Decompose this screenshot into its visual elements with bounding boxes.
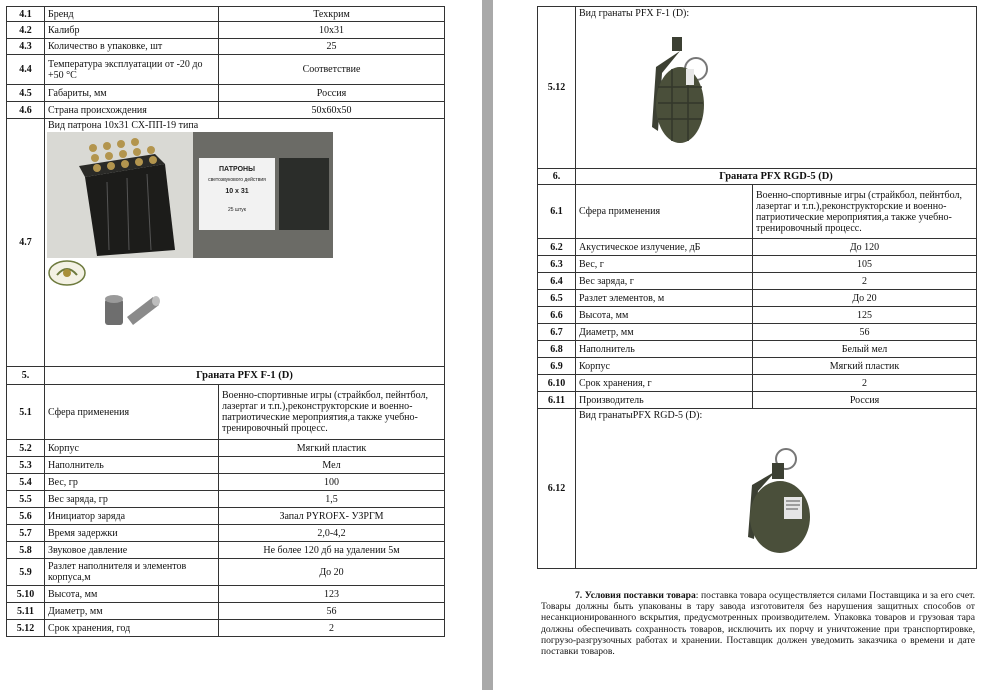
- row-number: 6.9: [538, 358, 576, 375]
- row-label: Габариты, мм: [45, 85, 219, 102]
- row-label: Страна происхождения: [45, 102, 219, 119]
- table-row: [538, 392, 977, 409]
- row-value: 2: [753, 273, 977, 290]
- row-number: 6.1: [538, 185, 576, 239]
- row-value: До 120: [753, 239, 977, 256]
- row-label: Вес, гр: [45, 474, 219, 491]
- row-label: Производитель: [576, 392, 753, 409]
- table-row: [7, 7, 445, 22]
- row-number: 5.4: [7, 474, 45, 491]
- row-label: Время задержки: [45, 525, 219, 542]
- row-number: 5.2: [7, 440, 45, 457]
- box-title: ПАТРОНЫ: [219, 166, 255, 173]
- table-row: [7, 55, 445, 85]
- table-row: [7, 385, 445, 440]
- row-number: 6.8: [538, 341, 576, 358]
- box-small: 25 штук: [228, 207, 246, 213]
- row-number: 5.11: [7, 603, 45, 620]
- row-label: Срок хранения, год: [45, 620, 219, 637]
- row-value: Мел: [219, 457, 445, 474]
- image-caption: Вид гранаты PFX F-1 (D):: [579, 8, 690, 19]
- row-number: 6.4: [538, 273, 576, 290]
- f1-image-cell: [576, 7, 977, 169]
- row-label: Вес заряда, г: [576, 273, 753, 290]
- row-label: Вес, г: [576, 256, 753, 273]
- table-row: [538, 239, 977, 256]
- row-value: До 20: [219, 559, 445, 586]
- row-label: Звуковое давление: [45, 542, 219, 559]
- row-label: Акустическое излучение, дБ: [576, 239, 753, 256]
- row-label: Наполнитель: [45, 457, 219, 474]
- row-label: Корпус: [45, 440, 219, 457]
- row-value: 2: [753, 375, 977, 392]
- table-row: [7, 559, 445, 586]
- paragraph-heading: 7. Условия поставки товара: [575, 590, 696, 601]
- row-value: Техкрим: [219, 7, 445, 22]
- row-value: 50х60х50: [219, 102, 445, 119]
- row-number: 5.8: [7, 542, 45, 559]
- row-number: 5.10: [7, 586, 45, 603]
- section-title: Граната PFX RGD-5 (D): [576, 169, 977, 185]
- row-value: Белый мел: [753, 341, 977, 358]
- row-label: Разлет элементов, м: [576, 290, 753, 307]
- row-value: 123: [219, 586, 445, 603]
- row-value: До 20: [753, 290, 977, 307]
- row-number: 6.3: [538, 256, 576, 273]
- section-row: [7, 367, 445, 385]
- f1-grenade-photo: [646, 27, 716, 157]
- row-label: Диаметр, мм: [45, 603, 219, 620]
- row-value: 25: [219, 39, 445, 55]
- table-row: [538, 324, 977, 341]
- row-value: Запал PYROFX- УЗРГМ: [219, 508, 445, 525]
- row-number: 5.12: [538, 7, 576, 169]
- row-number: 6.11: [538, 392, 576, 409]
- row-label: Наполнитель: [576, 341, 753, 358]
- row-value: Мягкий пластик: [219, 440, 445, 457]
- row-number: 6.12: [538, 409, 576, 569]
- row-label: Калибр: [45, 22, 219, 39]
- row-label: Разлет наполнителя и элементов корпуса,м: [45, 559, 219, 586]
- table-row: [538, 358, 977, 375]
- row-number: 4.6: [7, 102, 45, 119]
- right-spec-table: [537, 6, 977, 569]
- section-title: Граната PFX F-1 (D): [45, 367, 445, 385]
- row-label: Инициатор заряда: [45, 508, 219, 525]
- table-row: [538, 375, 977, 392]
- table-row: [538, 409, 977, 569]
- table-row: [7, 119, 445, 367]
- row-label: Количество в упаковке, шт: [45, 39, 219, 55]
- row-value: 56: [753, 324, 977, 341]
- left-spec-table: [6, 6, 445, 637]
- row-number: 4.3: [7, 39, 45, 55]
- table-row: [7, 457, 445, 474]
- table-row: [7, 39, 445, 55]
- row-label: Корпус: [576, 358, 753, 375]
- table-row: [7, 102, 445, 119]
- row-label: Диаметр, мм: [576, 324, 753, 341]
- row-number: 5.3: [7, 457, 45, 474]
- row-value: Россия: [753, 392, 977, 409]
- row-value: 10x31: [219, 22, 445, 39]
- table-row: [538, 341, 977, 358]
- table-row: [538, 7, 977, 169]
- row-number: 5.1: [7, 385, 45, 440]
- rgd5-grenade-photo: [736, 441, 816, 561]
- table-row: [7, 525, 445, 542]
- row-value: Россия: [219, 85, 445, 102]
- row-value: 100: [219, 474, 445, 491]
- row-number: 5.9: [7, 559, 45, 586]
- image-caption: Вид патрона 10х31 СХ-ПП-19 типа: [48, 120, 199, 131]
- row-number: 6.10: [538, 375, 576, 392]
- table-row: [538, 256, 977, 273]
- table-row: [7, 491, 445, 508]
- row-number: 6.7: [538, 324, 576, 341]
- row-label: Вес заряда, гр: [45, 491, 219, 508]
- row-value: Военно-спортивные игры (страйкбол, пейнтбол, лазертаг и т.п.),реконструкторские и военно-патриотические мероприятия,а также учебно-тренировочный процесс.: [753, 185, 977, 239]
- row-number: 5.5: [7, 491, 45, 508]
- section-row: [538, 169, 977, 185]
- row-number: 4.5: [7, 85, 45, 102]
- table-row: [7, 85, 445, 102]
- row-number: 4.2: [7, 22, 45, 39]
- table-row: [538, 273, 977, 290]
- cartridge-pair-photo: [101, 287, 161, 333]
- row-label: Высота, мм: [45, 586, 219, 603]
- row-label: Срок хранения, г: [576, 375, 753, 392]
- cartridge-box-photo: [193, 132, 333, 258]
- row-number: 4.7: [7, 119, 45, 367]
- row-value: 125: [753, 307, 977, 324]
- table-row: [7, 508, 445, 525]
- row-number: 5.12: [7, 620, 45, 637]
- table-row: [7, 620, 445, 637]
- row-number: 5.6: [7, 508, 45, 525]
- table-row: [7, 22, 445, 39]
- row-value: Мягкий пластик: [753, 358, 977, 375]
- rgd5-image-cell: [576, 409, 977, 569]
- row-value: 105: [753, 256, 977, 273]
- row-value: 56: [219, 603, 445, 620]
- table-row: [538, 307, 977, 324]
- row-label: Температура эксплуатации от -20 до +50 °С: [45, 55, 219, 85]
- image-caption: Вид гранатыPFX RGD-5 (D):: [579, 410, 703, 421]
- row-value: Не более 120 дб на удалении 5м: [219, 542, 445, 559]
- row-value: 1,5: [219, 491, 445, 508]
- table-row: [7, 586, 445, 603]
- row-number: 6.6: [538, 307, 576, 324]
- row-label: Высота, мм: [576, 307, 753, 324]
- box-caliber: 10 x 31: [225, 188, 249, 195]
- box-subtitle: светозвукового действия: [208, 177, 266, 183]
- section-number: 6.: [538, 169, 576, 185]
- row-label: Сфера применения: [576, 185, 753, 239]
- row-value: Соответствие: [219, 55, 445, 85]
- row-number: 4.4: [7, 55, 45, 85]
- manufacturer-logo: [47, 259, 87, 287]
- row-number: 6.2: [538, 239, 576, 256]
- section-number: 5.: [7, 367, 45, 385]
- table-row: [538, 290, 977, 307]
- delivery-terms-paragraph: [541, 590, 975, 657]
- row-value: 2,0-4,2: [219, 525, 445, 542]
- row-label: Сфера применения: [45, 385, 219, 440]
- row-number: 5.7: [7, 525, 45, 542]
- row-value: 2: [219, 620, 445, 637]
- table-row: [7, 603, 445, 620]
- page-divider: [482, 0, 493, 690]
- cartridge-pack-photo: [47, 132, 193, 258]
- row-number: 4.1: [7, 7, 45, 22]
- row-label: Бренд: [45, 7, 219, 22]
- cartridge-image-cell: [45, 119, 445, 367]
- row-number: 6.5: [538, 290, 576, 307]
- row-value: Военно-спортивные игры (страйкбол, пейнтбол, лазертаг и т.п.),реконструкторские и военно-патриотические мероприятия,а также учебно-тренировочный процесс.: [219, 385, 445, 440]
- table-row: [7, 440, 445, 457]
- table-row: [7, 474, 445, 491]
- table-row: [538, 185, 977, 239]
- table-row: [7, 542, 445, 559]
- paragraph-text: : поставка товара осуществляется силами Поставщика и за его счет. Товары должны быть упакованы в тару завода изготовителя без нарушения защитных способов от несанкционированного вскрытия, предусмотренных производителем. Упаковка товаров и грузовая тара должны обеспечивать сохранность товаров, исключить их порчу и уничтожение при транспортировке, погрузо-разгрузочных работах и хранении. Поставщик должен уведомить заказчика о времени и дате поставки товаров.: [541, 590, 975, 658]
